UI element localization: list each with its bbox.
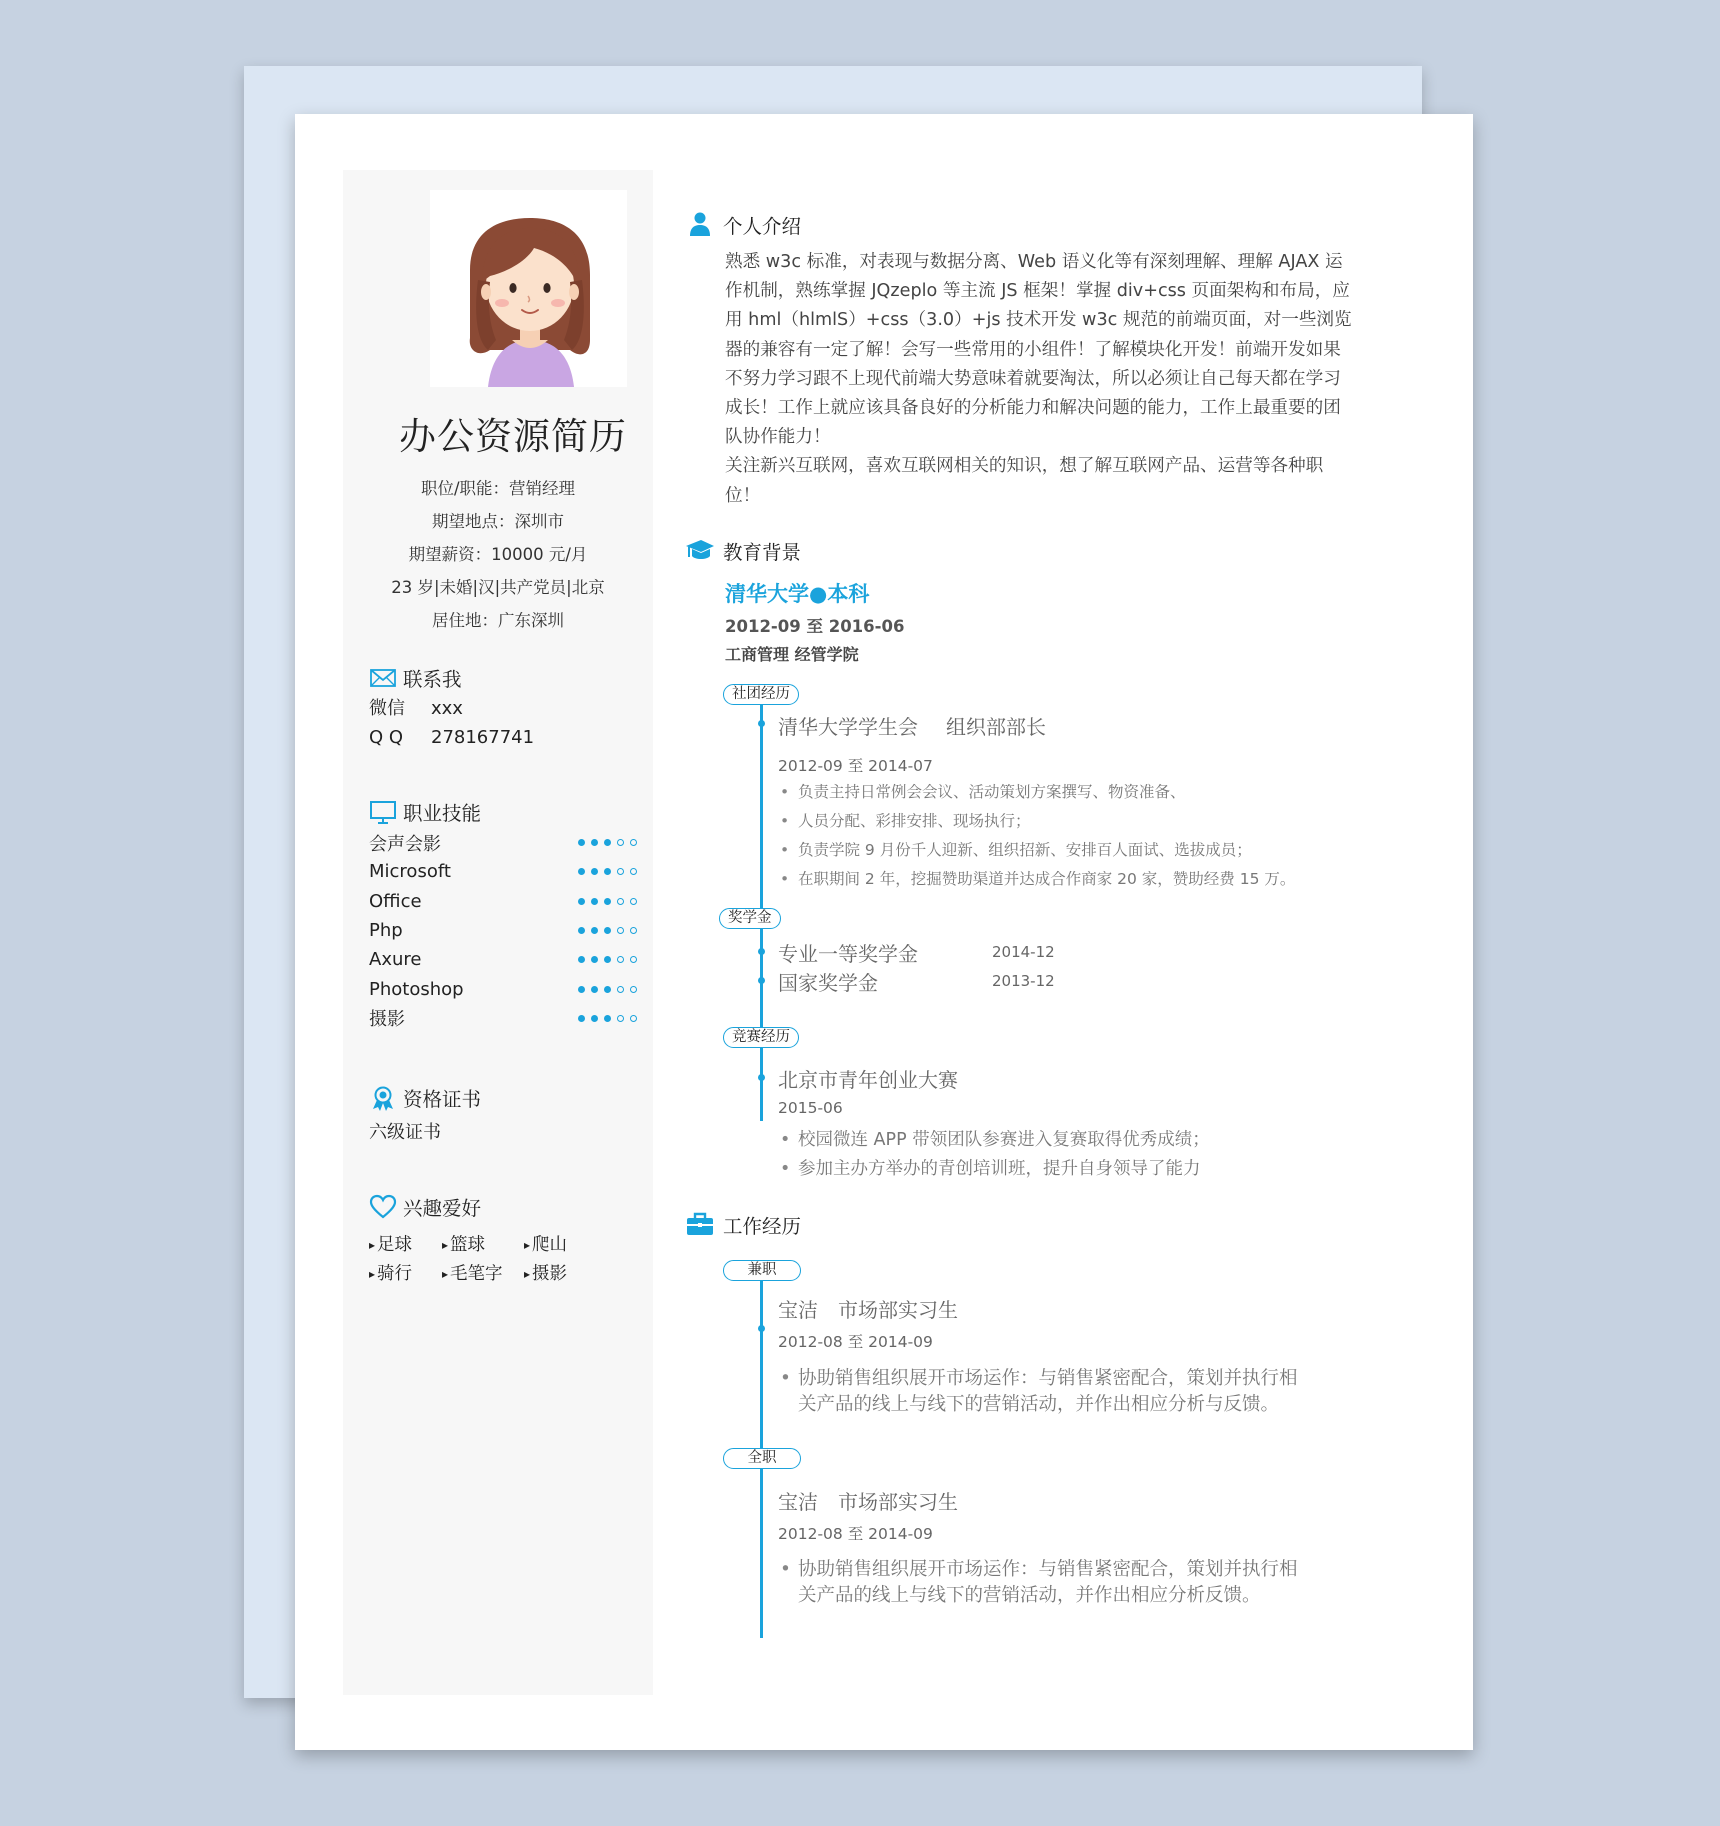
hobby-item: ▸ 爬山 [524, 1231, 584, 1256]
list-item: • 校园微连 APP 带领团队参赛进入复赛取得优秀成绩； [778, 1126, 1210, 1155]
skill-dot-filled [591, 898, 598, 905]
edu-date: 2012-09 至 2016-06 [725, 617, 905, 636]
skill-row [369, 1004, 639, 1033]
certs-title: 资格证书 [403, 1088, 482, 1111]
skills-section [369, 796, 639, 1033]
contact-section [369, 662, 639, 752]
graduation-cap-icon [685, 536, 719, 566]
club-org: 清华大学学生会 [778, 715, 918, 739]
skill-row [369, 974, 639, 1003]
list-item: • 人员分配、彩排安排、现场执行； [778, 807, 1295, 836]
info-residence: 居住地：广东深圳 [432, 611, 564, 630]
info-personal: 23 岁|未婚|汉|共产党员|北京 [391, 578, 605, 597]
job-bullets [778, 1557, 1308, 1609]
list-item: • 负责学院 9 月份千人迎新、组织招新、安排百人面试、选拔成员； [778, 836, 1295, 865]
award-name: 专业一等奖学金 [778, 942, 918, 966]
job-date: 2012-08 至 2014-09 [778, 1525, 933, 1543]
skill-level-dots [578, 839, 637, 846]
resume-page [295, 114, 1473, 1750]
tag-job-parttime: 兼职 [723, 1260, 801, 1281]
monitor-icon [369, 798, 399, 826]
skill-dot-filled [604, 1015, 611, 1022]
award-name: 国家奖学金 [778, 971, 878, 995]
skill-dot-empty [617, 956, 624, 963]
skill-dot-empty [630, 927, 637, 934]
skill-dot-filled [578, 839, 585, 846]
job-title [778, 1294, 958, 1323]
skill-dot-empty [617, 1015, 624, 1022]
skill-dot-empty [617, 898, 624, 905]
skill-dot-empty [630, 956, 637, 963]
skill-dot-filled [604, 986, 611, 993]
hobby-item: ▸ 骑行 [369, 1260, 442, 1285]
skill-row [369, 887, 639, 916]
work-section-title: 工作经历 [685, 1210, 801, 1240]
skill-level-dots [578, 868, 637, 875]
job-company: 宝洁 [778, 1490, 818, 1514]
skills-title: 职业技能 [403, 802, 482, 825]
sidebar [343, 170, 653, 1695]
hobby-item: ▸ 毛笔字 [442, 1260, 524, 1285]
skill-level-dots [578, 927, 637, 934]
award-ribbon-icon [369, 1084, 399, 1112]
list-item: • 负责主持日常例会会议、活动策划方案撰写、物资准备、 [778, 778, 1295, 807]
hobbies-title: 兴趣爱好 [403, 1197, 482, 1220]
skill-dot-empty [630, 1015, 637, 1022]
skill-dot-filled [591, 839, 598, 846]
edu-school: 清华大学●本科 [725, 582, 870, 606]
qq-value: 278167741 [431, 727, 535, 748]
briefcase-icon [685, 1210, 719, 1240]
list-item: • 参加主办方举办的青创培训班，提升自身领导了能力 [778, 1155, 1210, 1184]
skill-name: Photoshop [369, 978, 464, 1000]
hobby-list [369, 1231, 639, 1285]
list-item: • 在职期间 2 年，挖掘赞助渠道并达成合作商家 20 家，赞助经费 15 万。 [778, 865, 1295, 894]
skill-row [369, 857, 639, 886]
info-position: 职位/职能：营销经理 [420, 479, 576, 498]
timeline-node [758, 720, 765, 727]
skill-dot-filled [604, 927, 611, 934]
intro-paragraph: 关注新兴互联网，喜欢互联网相关的知识，想了解互联网产品、运营等各种职位！ [725, 456, 1324, 506]
skill-dot-empty [630, 898, 637, 905]
contact-row-qq: Q Q 278167741 [369, 723, 639, 752]
skill-name: Axure [369, 949, 422, 971]
intro-section-title: 个人介绍 [685, 210, 801, 240]
intro-text [725, 248, 1353, 511]
skill-level-dots [578, 956, 637, 963]
timeline-node [758, 948, 765, 955]
job-role: 市场部实习生 [838, 1490, 958, 1514]
intro-paragraph: 熟悉 w3c 标准，对表现与数据分离、Web 语义化等有深刻理解、理解 AJAX 运作机制，熟练掌握 JQzeplo 等主流 JS 框架！掌握 div+css 页面架构和布局，应用 hml（hlmlS）+css（3.0）+js 技术开发 w3c 规范的前端页面，对一些浏览器的兼容有一定了解！会写一些常用的小组件！了解模块化开发！前端开发如果不努力学习跟不上现代前端大势意味着就要淘汰，所以必须让自己每天都在学习成长！工作上就应该具备良好的分析能力和解决问题的能力，工作上最重要的团队协作能力！ [725, 252, 1352, 448]
skill-dot-empty [617, 839, 624, 846]
envelope-icon [369, 664, 399, 692]
skill-name: 会声会影 [369, 833, 441, 855]
basic-info [343, 472, 653, 637]
skill-dot-empty [617, 986, 624, 993]
avatar-illustration [430, 190, 627, 387]
cert-item: 六级证书 [369, 1122, 441, 1143]
job-bullets [778, 1366, 1308, 1418]
skill-dot-filled [578, 868, 585, 875]
hobby-item: ▸ 摄影 [524, 1260, 584, 1285]
skill-dot-filled [604, 956, 611, 963]
heart-icon [369, 1193, 399, 1221]
skill-dot-filled [591, 927, 598, 934]
skill-dot-filled [578, 898, 585, 905]
skill-dot-filled [591, 956, 598, 963]
award-date: 2014-12 [992, 943, 1055, 961]
skill-dot-empty [630, 868, 637, 875]
club-bullets [778, 778, 1295, 894]
resume-name: 办公资源简历 [399, 415, 627, 458]
skill-level-dots [578, 986, 637, 993]
person-icon [685, 210, 719, 240]
skill-dot-empty [630, 986, 637, 993]
skill-dot-empty [617, 927, 624, 934]
list-item: • 协助销售组织展开市场运作：与销售紧密配合，策划并执行相关产品的线上与线下的营销活动，并作出相应分析反馈。 [778, 1557, 1308, 1609]
education-section-title: 教育背景 [685, 536, 801, 566]
hobby-item: ▸ 足球 [369, 1231, 442, 1256]
job-title [778, 1486, 958, 1515]
timeline-node [758, 1074, 765, 1081]
skill-name: 摄影 [369, 1009, 405, 1031]
edu-major: 工商管理 经管学院 [725, 645, 859, 664]
skill-dot-filled [591, 986, 598, 993]
timeline-node [758, 977, 765, 984]
skill-dot-empty [617, 868, 624, 875]
skill-name: Php [369, 920, 403, 942]
skill-row [369, 916, 639, 945]
certs-section [369, 1082, 639, 1144]
skill-row [369, 828, 639, 857]
education-timeline [760, 685, 763, 1121]
timeline-node [758, 1325, 765, 1332]
contest-bullets [778, 1126, 1210, 1184]
skill-name: Office [369, 890, 422, 912]
tag-contest: 竞赛经历 [723, 1027, 799, 1048]
skill-row [369, 945, 639, 974]
job-role: 市场部实习生 [838, 1298, 958, 1322]
tag-awards: 奖学金 [719, 908, 781, 929]
skill-level-dots [578, 898, 637, 905]
job-company: 宝洁 [778, 1298, 818, 1322]
contact-row-wechat: 微信 xxx [369, 694, 639, 723]
club-date: 2012-09 至 2014-07 [778, 757, 933, 775]
job-date: 2012-08 至 2014-09 [778, 1333, 933, 1351]
award-date: 2013-12 [992, 972, 1055, 990]
skill-dot-filled [578, 1015, 585, 1022]
skill-dot-filled [591, 1015, 598, 1022]
skill-dot-filled [604, 868, 611, 875]
club-role: 组织部部长 [946, 715, 1046, 739]
skill-dot-empty [630, 839, 637, 846]
skill-dot-filled [578, 986, 585, 993]
contest-date: 2015-06 [778, 1099, 843, 1117]
tag-job-fulltime: 全职 [723, 1448, 801, 1469]
skill-dot-filled [604, 839, 611, 846]
info-salary: 期望薪资：10000 元/月 [408, 545, 588, 564]
wechat-value: xxx [431, 698, 463, 719]
skill-name: Microsoft [369, 861, 451, 883]
avatar [430, 190, 627, 387]
contest-name: 北京市青年创业大赛 [778, 1068, 958, 1092]
skill-dot-filled [578, 956, 585, 963]
skill-dot-filled [604, 898, 611, 905]
list-item: • 协助销售组织展开市场运作：与销售紧密配合，策划并执行相关产品的线上与线下的营销活动，并作出相应分析与反馈。 [778, 1366, 1308, 1418]
tag-club: 社团经历 [723, 684, 799, 705]
skill-dot-filled [591, 868, 598, 875]
club-title [778, 711, 1046, 740]
contact-title: 联系我 [403, 668, 462, 691]
skill-dot-filled [578, 927, 585, 934]
hobbies-section [369, 1191, 639, 1285]
info-location: 期望地点：深圳市 [432, 512, 564, 531]
hobby-item: ▸ 篮球 [442, 1231, 524, 1256]
skill-level-dots [578, 1015, 637, 1022]
skill-list [369, 828, 639, 1033]
